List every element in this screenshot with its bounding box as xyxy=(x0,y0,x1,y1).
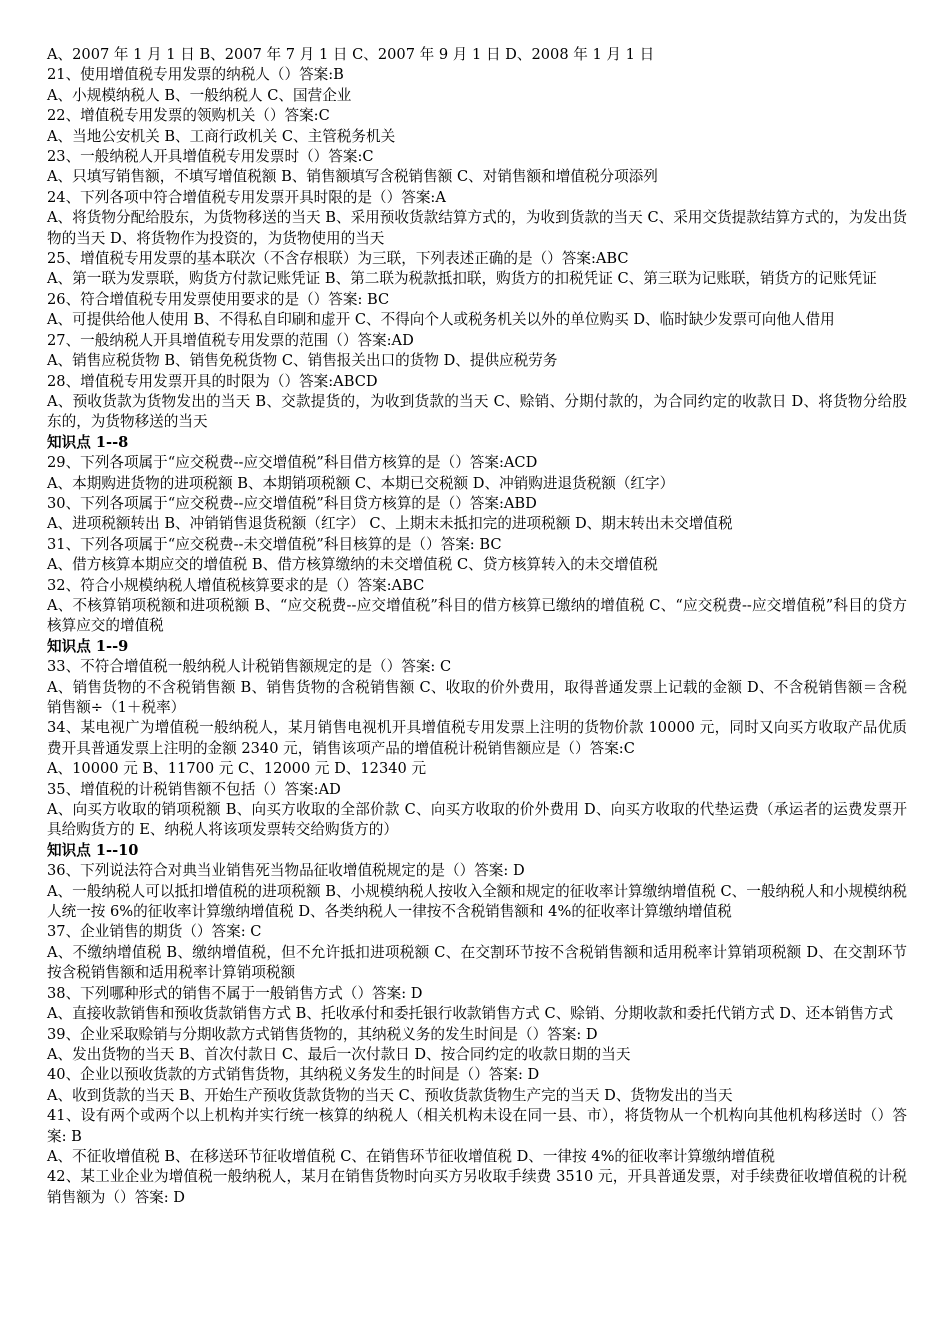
question-text: 31、下列各项属于“应交税费--未交增值税”科目核算的是（）答案: BC xyxy=(47,535,502,553)
options-text: A、销售应税货物 B、销售免税货物 C、销售报关出口的货物 D、提供应税劳务 xyxy=(47,352,558,370)
question-text: 34、某电视广为增值税一般纳税人，某月销售电视机开具增值税专用发票上注明的货物价款 10000 元，同时又向买方收取产品优质费开具普通发票上注明的金额 2340 元，销售该项产品的增值税计税销售额应是（）答案:C xyxy=(47,719,907,757)
options-text: A、向买方收取的销项税额 B、向买方收取的全部价款 C、向买方收取的价外费用 D、向买方收取的代垫运费（承运者的运费发票开具给购货方的 E、纳税人将该项发票转交给购货方的） xyxy=(47,801,907,839)
question-text: 27、一般纳税人开具增值税专用发票的范围（）答案:AD xyxy=(47,331,414,349)
options-text: A、进项税额转出 B、冲销销售退货税额（红字） C、上期末未抵扣完的进项税额 D、期末转出未交增值税 xyxy=(47,515,733,533)
options-text: A、本期购进货物的进项税额 B、本期销项税额 C、本期已交税额 D、冲销购进退货税额（红字） xyxy=(47,474,675,492)
question-text: 38、下列哪种形式的销售不属于一般销售方式（）答案: D xyxy=(47,984,423,1002)
question-text: 41、设有两个或两个以上机构并实行统一核算的纳税人（相关机构未设在同一县、市），将货物从一个机构向其他机构移送时（）答案: B xyxy=(47,1107,907,1145)
options-text: A、当地公安机关 B、工商行政机关 C、主管税务机关 xyxy=(47,127,396,145)
section-heading: 知识点 1--9 xyxy=(47,637,129,655)
options-text: A、借方核算本期应交的增值税 B、借方核算缴纳的未交增值税 C、贷方核算转入的未交增值税 xyxy=(47,556,658,574)
options-text: A、发出货物的当天 B、首次付款日 C、最后一次付款日 D、按合同约定的收款日期的当天 xyxy=(47,1045,631,1063)
question-text: 40、企业以预收货款的方式销售货物，其纳税义务发生的时间是（）答案: D xyxy=(47,1066,540,1084)
section-heading: 知识点 1--8 xyxy=(47,433,129,451)
question-text: 24、下列各项中符合增值税专用发票开具时限的是（）答案:A xyxy=(47,188,446,206)
question-text: 28、增值税专用发票开具的时限为（）答案:ABCD xyxy=(47,372,378,390)
question-text: 30、下列各项属于“应交税费--应交增值税”科目贷方核算的是（）答案:ABD xyxy=(47,494,537,512)
options-text: A、一般纳税人可以抵扣增值税的进项税额 B、小规模纳税人按收入全额和规定的征收率计算缴纳增值税 C、一般纳税人和小规模纳税人统一按 6%的征收率计算缴纳增值税 D、各类纳税人一律按不含税销售额和 4%的征收率计算缴纳增值税 xyxy=(47,882,907,921)
question-text: 21、使用增值税专用发票的纳税人（）答案:B xyxy=(47,66,344,84)
question-text: 25、增值税专用发票的基本联次（不含存根联）为三联，下列表述正确的是（）答案:ABC xyxy=(47,250,629,268)
options-text: A、10000 元 B、11700 元 C、12000 元 D、12340 元 xyxy=(47,760,427,778)
options-text: A、不核算销项税额和进项税额 B、“应交税费--应交增值税”科目的借方核算已缴纳的增值税 C、“应交税费--应交增值税”科目的贷方核算应交的增值税 xyxy=(47,596,907,635)
options-text: A、直接收款销售和预收货款销售方式 B、托收承付和委托银行收款销售方式 C、赊销、分期收款和委托代销方式 D、还本销售方式 xyxy=(47,1005,894,1023)
options-text: A、预收货款为货物发出的当天 B、交款提货的，为收到货款的当天 C、赊销、分期付款的，为合同约定的收款日 D、将货物分给股东的，为货物移送的当天 xyxy=(47,392,907,431)
options-text: A、小规模纳税人 B、一般纳税人 C、国营企业 xyxy=(47,86,352,104)
options-text: A、将货物分配给股东，为货物移送的当天 B、采用预收货款结算方式的，为收到货款的当天 C、采用交货提款结算方式的，为发出货物的当天 D、将货物作为投资的，为货物使用的当天 xyxy=(47,209,907,247)
options-text: A、可提供给他人使用 B、不得私自印刷和虚开 C、不得向个人或税务机关以外的单位购买 D、临时缺少发票可向他人借用 xyxy=(47,311,835,329)
question-text: 32、符合小规模纳税人增值税核算要求的是（）答案:ABC xyxy=(47,576,425,594)
options-text: A、销售货物的不含税销售额 B、销售货物的含税销售额 C、收取的价外费用，取得普通发票上记载的金额 D、不含税销售额＝含税销售额÷（1＋税率） xyxy=(47,678,907,716)
question-text: 22、增值税专用发票的领购机关（）答案:C xyxy=(47,107,330,125)
question-text: 23、一般纳税人开具增值税专用发票时（）答案:C xyxy=(47,148,374,166)
options-text: A、不缴纳增值税 B、缴纳增值税，但不允许抵扣进项税额 C、在交割环节按不含税销售额和适用税率计算销项税额 D、在交割环节按含税销售额和适用税率计算销项税额 xyxy=(47,943,907,982)
options-text: A、2007 年 1 月 1 日 B、2007 年 7 月 1 日 C、2007 年 9 月 1 日 D、2008 年 1 月 1 日 xyxy=(47,46,655,63)
options-text: A、第一联为发票联，购货方付款记账凭证 B、第二联为税款抵扣联，购货方的扣税凭证 C、第三联为记账联，销货方的记账凭证 xyxy=(47,270,877,288)
question-text: 29、下列各项属于“应交税费--应交增值税”科目借方核算的是（）答案:ACD xyxy=(47,454,538,472)
options-text: A、不征收增值税 B、在移送环节征收增值税 C、在销售环节征收增值税 D、一律按 4%的征收率计算缴纳增值税 xyxy=(47,1147,775,1165)
options-text: A、只填写销售额，不填写增值税额 B、销售额填写含税销售额 C、对销售额和增值税分项添列 xyxy=(47,168,658,186)
question-text: 26、符合增值税专用发票使用要求的是（）答案: BC xyxy=(47,290,390,308)
question-text: 42、某工业企业为增值税一般纳税人，某月在销售货物时向买方另收取手续费 3510 元，开具普通发票，对手续费征收增值税的计税销售额为（）答案: D xyxy=(47,1168,907,1206)
question-text: 36、下列说法符合对典当业销售死当物品征收增值税规定的是（）答案: D xyxy=(47,862,525,880)
options-text: A、收到货款的当天 B、开始生产预收货款货物的当天 C、预收货款货物生产完的当天 D、货物发出的当天 xyxy=(47,1086,733,1104)
section-heading: 知识点 1--10 xyxy=(47,841,139,859)
question-text: 33、不符合增值税一般纳税人计税销售额规定的是（）答案: C xyxy=(47,658,452,676)
question-text: 35、增值税的计税销售额不包括（）答案:AD xyxy=(47,780,341,798)
question-text: 37、企业销售的期货（）答案: C xyxy=(47,923,262,941)
document-body xyxy=(47,45,907,1208)
question-text: 39、企业采取赊销与分期收款方式销售货物的，其纳税义务的发生时间是（）答案: D xyxy=(47,1025,598,1043)
